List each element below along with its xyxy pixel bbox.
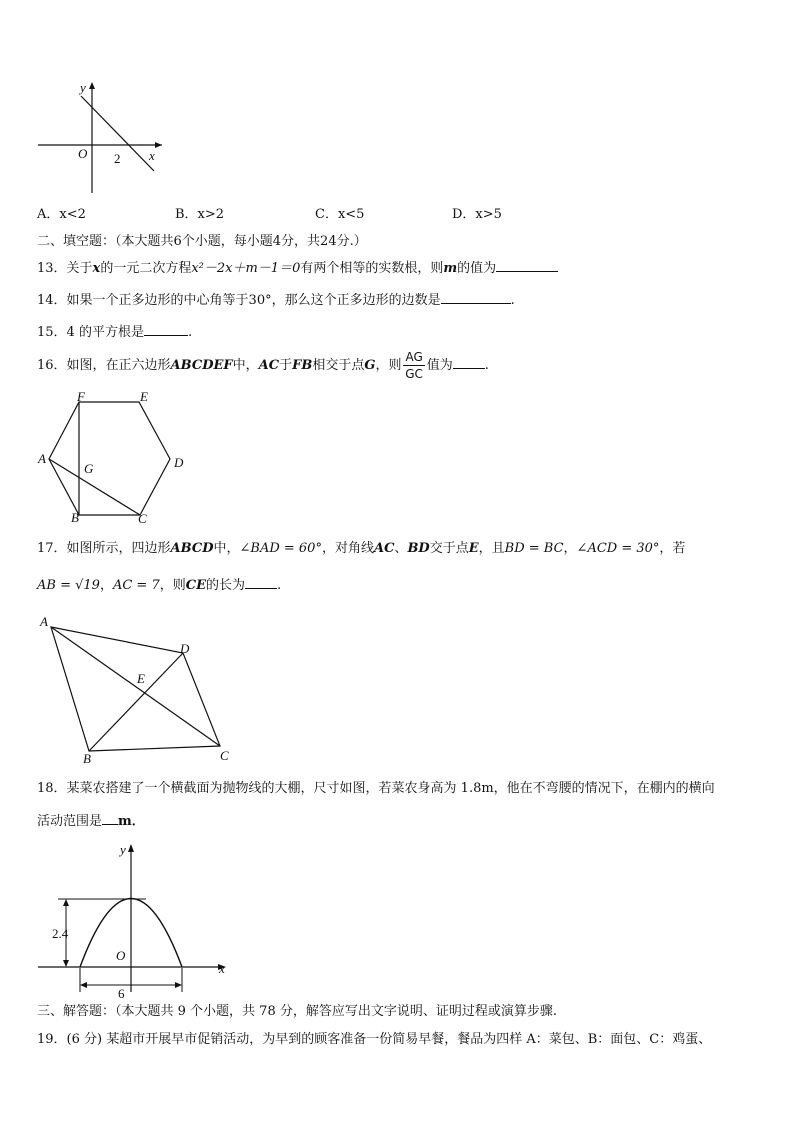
vertex-d: D — [174, 455, 184, 470]
q13-var-x: x — [92, 261, 101, 276]
q17-angle-bad: ∠BAD = 60° — [239, 541, 322, 556]
q17-e: E — [468, 541, 479, 556]
hexagon-figure — [34, 390, 194, 530]
quadrilateral-figure — [34, 610, 244, 765]
q17-answer-blank — [245, 576, 277, 589]
height-arrow-top — [63, 899, 69, 906]
question-18-line2 — [37, 812, 145, 831]
point-e: E — [137, 671, 145, 686]
q18-unit: m． — [118, 814, 145, 829]
option-b: B．x>2 — [175, 207, 225, 222]
q14-angle: 30° — [248, 293, 272, 308]
vertex-b: B — [71, 510, 79, 525]
q13-text-c: 的一元二次方程 — [100, 261, 192, 276]
q14-text-c: ，那么这个正多边形的边数是 — [271, 293, 441, 308]
vertex-d: D — [180, 641, 190, 656]
q14-period: . — [510, 293, 515, 308]
q16-text-e: 于 — [279, 358, 293, 373]
q17-ac: AC — [373, 541, 395, 556]
q17-text-c: 中， — [213, 541, 240, 556]
y-axis-label: y — [120, 842, 126, 857]
q14-text-a: 14．如果一个正多边形的中心角等于 — [37, 293, 249, 308]
q17-text-u: 的长为 — [206, 578, 246, 593]
hexagon — [49, 402, 170, 515]
vertex-a: A — [38, 451, 46, 466]
question-17-line1 — [37, 540, 685, 558]
width-arrow-left — [80, 982, 87, 988]
q16-text-j: 值为 — [426, 358, 453, 373]
vertex-e: E — [140, 390, 148, 404]
q17-text-g: 、 — [394, 541, 408, 556]
q17-bd: BD — [407, 541, 430, 556]
y-axis-arrow — [128, 844, 134, 852]
width-arrow-right — [175, 982, 182, 988]
q16-fb: FB — [292, 358, 313, 373]
q17-text-s: ，则 — [159, 578, 186, 593]
option-a: A．x<2 — [37, 207, 86, 222]
x-axis-label: x — [149, 148, 155, 163]
question-17-line2 — [37, 576, 281, 595]
section2-title: 二、填空题：（本大题共6个小题，每小题4分，共24分.） — [37, 234, 367, 249]
vertex-f: F — [77, 390, 85, 404]
q13-var-m: m — [443, 261, 458, 276]
x-intercept-label: 2 — [114, 151, 121, 166]
q17-text-m: ， — [563, 541, 577, 556]
q16-ac: AC — [258, 358, 280, 373]
q16-text-a: 16．如图，在正六边形 — [37, 358, 171, 373]
x-axis-label: x — [219, 961, 225, 976]
diagonal-ac — [51, 627, 220, 746]
question-18-line1: 18．某菜农搭建了一个横截面为抛物线的大棚，尺寸如图，若菜农身高为 1.8m，他在不弯腰的情况下，在棚内的横向 — [37, 781, 715, 796]
q17-abcd: ABCD — [170, 541, 214, 556]
q16-answer-blank — [453, 356, 485, 369]
vertex-b: B — [83, 751, 91, 765]
q18-text-b: 活动范围是 — [37, 814, 103, 829]
y-axis-arrow — [89, 82, 95, 89]
height-arrow-bottom — [63, 960, 69, 967]
q17-period: . — [277, 578, 282, 593]
option-d: D．x>5 — [452, 207, 502, 222]
q13-answer-blank — [496, 259, 558, 272]
q13-equation: x²－2x＋m－1＝0 — [191, 261, 301, 276]
q17-text-q: ， — [99, 578, 113, 593]
q12-graph — [36, 78, 166, 196]
question-19: 19．(6 分) 某超市开展早市促销活动，为早到的顾客准备一份简易早餐，餐品为四样 A：菜包、B：面包、C：鸡蛋、 — [37, 1032, 712, 1047]
quadrilateral — [51, 627, 220, 751]
segment-ac — [49, 459, 140, 515]
section3-title: 三、解答题：（本大题共 9 个小题，共 78 分，解答应写出文字说明、证明过程或演算步骤. — [37, 1004, 557, 1019]
q13-text-a: 13．关于 — [37, 261, 93, 276]
fraction-numerator: AG — [405, 350, 423, 364]
q14-answer-blank — [441, 291, 511, 304]
q13-text-e: 有两个相等的实数根，则 — [300, 261, 444, 276]
q17-bd-eq-bc: BD = BC — [504, 541, 564, 556]
diagonal-bd — [89, 653, 183, 751]
option-c: C．x<5 — [315, 207, 365, 222]
height-label: 2.4 — [52, 926, 69, 941]
q16-fraction — [403, 349, 424, 382]
origin-label: O — [78, 146, 88, 161]
question-13 — [37, 259, 558, 278]
origin-label: O — [116, 948, 126, 963]
q17-text-k: ，且 — [478, 541, 505, 556]
question-14 — [37, 291, 515, 310]
vertex-c: C — [138, 511, 147, 526]
width-label: 6 — [118, 986, 125, 1000]
q17-text-i: 交于点 — [429, 541, 469, 556]
q15-period: . — [187, 325, 193, 340]
q17-text-o: ，若 — [659, 541, 686, 556]
vertex-a: A — [40, 614, 48, 629]
q16-period: . — [484, 358, 489, 373]
parabola-figure — [34, 840, 234, 1000]
fraction-denominator: GC — [405, 367, 423, 381]
point-g: G — [84, 461, 94, 476]
q16-text-i: ，则 — [375, 358, 402, 373]
q17-ac-value: AC = 7 — [112, 578, 160, 593]
question-16 — [37, 348, 489, 384]
q13-text-g: 的值为 — [457, 261, 497, 276]
q17-ab-value: AB = √19 — [37, 578, 100, 593]
y-axis-label: y — [80, 80, 86, 95]
q16-text-c: 中， — [232, 358, 259, 373]
q17-angle-acd: ∠ACD = 30° — [576, 541, 660, 556]
q17-text-a: 17．如图所示，四边形 — [37, 541, 171, 556]
q17-text-e: ，对角线 — [321, 541, 374, 556]
q16-text-g: 相交于点 — [312, 358, 365, 373]
q15-answer-blank — [144, 323, 188, 336]
q15-text-a: 15．4 的平方根是 — [37, 325, 144, 340]
q16-hexagon-name: ABCDEF — [170, 358, 233, 373]
q16-g: G — [364, 358, 376, 373]
x-axis-arrow — [155, 142, 162, 148]
q18-answer-blank — [102, 812, 118, 825]
question-15 — [37, 323, 192, 342]
vertex-c: C — [220, 748, 229, 763]
q17-ce: CE — [185, 578, 206, 593]
